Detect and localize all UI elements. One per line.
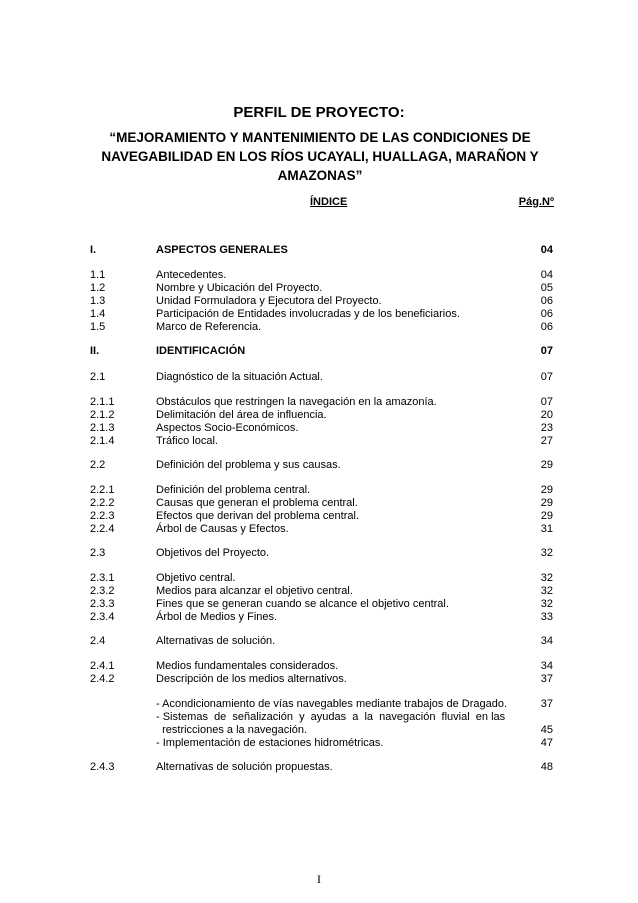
- toc-text: Definición del problema central.: [156, 484, 311, 496]
- toc-text: Causas que generan el problema central.: [156, 497, 358, 509]
- toc-row: [0, 634, 638, 648]
- toc-row: [0, 281, 638, 295]
- toc-row: [0, 584, 638, 598]
- toc-row: [0, 243, 638, 257]
- toc-text: Definición del problema y sus causas.: [156, 459, 341, 471]
- toc-row: [0, 697, 638, 711]
- toc-number: 1.2: [90, 282, 106, 294]
- toc-page: 20: [540, 409, 553, 421]
- toc-row: [0, 458, 638, 472]
- toc-page: 06: [540, 308, 553, 320]
- toc-number: 2.4.2: [90, 673, 115, 685]
- toc-number: 2.2: [90, 459, 106, 471]
- toc-text: Participación de Entidades involucradas y de los beneficiarios.: [156, 308, 460, 320]
- toc-number: 2.3.1: [90, 572, 115, 584]
- toc-number: 2.2.2: [90, 497, 115, 509]
- toc-page: 04: [540, 269, 553, 281]
- toc-page: 45: [540, 724, 553, 736]
- toc-row: [0, 659, 638, 673]
- toc-row: [0, 434, 638, 448]
- toc-text: Descripción de los medios alternativos.: [156, 673, 347, 685]
- toc-number: 2.1: [90, 371, 106, 383]
- toc-text: Efectos que derivan del problema central.: [156, 510, 360, 522]
- toc-page: 34: [540, 660, 553, 672]
- toc-row: [0, 546, 638, 560]
- toc-page: 32: [540, 547, 553, 559]
- toc-text: Alternativas de solución.: [156, 635, 276, 647]
- toc-page: 48: [540, 761, 553, 773]
- toc-row: [0, 760, 638, 774]
- toc-text: Medios para alcanzar el objetivo central.: [156, 585, 353, 597]
- toc-text: Objetivos del Proyecto.: [156, 547, 270, 559]
- toc-page: 33: [540, 611, 553, 623]
- toc-row: [0, 421, 638, 435]
- toc-page: 47: [540, 737, 553, 749]
- toc-page: 07: [540, 345, 553, 357]
- toc-number: 2.2.4: [90, 523, 115, 535]
- toc-number: 2.3.2: [90, 585, 115, 597]
- toc-text: - Implementación de estaciones hidrométricas.: [156, 737, 384, 749]
- toc-page: 23: [540, 422, 553, 434]
- toc-row: [0, 736, 638, 750]
- toc-text: Obstáculos que restringen la navegación en la amazonía.: [156, 396, 437, 408]
- page-footer-number: I: [317, 872, 321, 886]
- toc-number: 1.1: [90, 269, 106, 281]
- page-title: PERFIL DE PROYECTO:: [233, 104, 405, 121]
- toc-text: Nombre y Ubicación del Proyecto.: [156, 282, 323, 294]
- toc-row: [0, 370, 638, 384]
- toc-number: 2.4: [90, 635, 106, 647]
- toc-text: Unidad Formuladora y Ejecutora del Proyecto.: [156, 295, 382, 307]
- toc-row: [0, 320, 638, 334]
- toc-row: [0, 344, 638, 358]
- toc-row: [0, 610, 638, 624]
- toc-text: - Acondicionamiento de vías navegables mediante trabajos de Dragado.: [156, 698, 508, 710]
- toc-page: 07: [540, 371, 553, 383]
- toc-row: [0, 408, 638, 422]
- toc-text: Fines que se generan cuando se alcance el objetivo central.: [156, 598, 449, 610]
- toc-row: [0, 496, 638, 510]
- toc-row: [0, 597, 638, 611]
- toc-page: 34: [540, 635, 553, 647]
- toc-page: 06: [540, 295, 553, 307]
- toc-row: [0, 522, 638, 536]
- toc-number: 2.2.1: [90, 484, 115, 496]
- toc-text: Antecedentes.: [156, 269, 227, 281]
- toc-page: 32: [540, 572, 553, 584]
- toc-number: 2.3.4: [90, 611, 115, 623]
- toc-number: 2.1.3: [90, 422, 115, 434]
- index-heading: ÍNDICE: [310, 196, 348, 208]
- toc-row: [0, 672, 638, 686]
- toc-row: [0, 307, 638, 321]
- toc-row: [0, 268, 638, 282]
- toc-text: Medios fundamentales considerados.: [156, 660, 339, 672]
- toc-number: I.: [90, 244, 97, 256]
- toc-number: 2.3: [90, 547, 106, 559]
- toc-page: 07: [540, 396, 553, 408]
- toc-row: [0, 723, 638, 737]
- toc-number: 2.1.2: [90, 409, 115, 421]
- toc-text: Diagnóstico de la situación Actual.: [156, 371, 323, 383]
- toc-number: 2.3.3: [90, 598, 115, 610]
- toc-number: 2.4.3: [90, 761, 115, 773]
- toc-number: 2.1.1: [90, 396, 115, 408]
- toc-text: Tráfico local.: [156, 435, 218, 447]
- toc-page: 29: [540, 510, 553, 522]
- toc-page: 27: [540, 435, 553, 447]
- toc-text: Árbol de Medios y Fines.: [156, 611, 278, 623]
- toc-page: 06: [540, 321, 553, 333]
- toc-text: Aspectos Socio-Económicos.: [156, 422, 299, 434]
- toc-text: Delimitación del área de influencia.: [156, 409, 327, 421]
- toc-text: Objetivo central.: [156, 572, 236, 584]
- project-title-line-1: “MEJORAMIENTO Y MANTENIMIENTO DE LAS CONDICIONES DE: [109, 130, 531, 145]
- toc-page: 29: [540, 459, 553, 471]
- toc-number: 2.2.3: [90, 510, 115, 522]
- toc-page: 29: [540, 497, 553, 509]
- page-number-heading: Pág.Nº: [518, 196, 554, 208]
- toc-number: II.: [90, 345, 100, 357]
- toc-row: [0, 483, 638, 497]
- toc-text: Marco de Referencia.: [156, 321, 262, 333]
- toc-page: 32: [540, 585, 553, 597]
- project-title-line-2: NAVEGABILIDAD EN LOS RÍOS UCAYALI, HUALLAGA, MARAÑON Y: [101, 149, 539, 164]
- toc-page: 32: [540, 598, 553, 610]
- toc-text: Alternativas de solución propuestas.: [156, 761, 333, 773]
- toc-row: [0, 571, 638, 585]
- toc-row: [0, 710, 638, 724]
- toc-number: 1.4: [90, 308, 106, 320]
- toc-page: 04: [540, 244, 553, 256]
- toc-number: 2.4.1: [90, 660, 115, 672]
- toc-text: - Sistemas de señalización y ayudas a la navegación fluvial en las: [156, 711, 506, 723]
- toc-page: 37: [540, 673, 553, 685]
- project-title-line-3: AMAZONAS”: [277, 168, 363, 183]
- toc-text: Árbol de Causas y Efectos.: [156, 523, 289, 535]
- toc-page: 29: [540, 484, 553, 496]
- toc-page: 37: [540, 698, 553, 710]
- toc-text: ASPECTOS GENERALES: [156, 244, 288, 256]
- toc-number: 1.5: [90, 321, 106, 333]
- toc-page: 31: [540, 523, 553, 535]
- toc-text: IDENTIFICACIÓN: [156, 345, 246, 357]
- toc-row: [0, 294, 638, 308]
- toc-page: 05: [540, 282, 553, 294]
- toc-number: 1.3: [90, 295, 106, 307]
- toc-number: 2.1.4: [90, 435, 115, 447]
- toc-row: [0, 395, 638, 409]
- toc-text: restricciones a la navegación.: [156, 724, 308, 736]
- toc-row: [0, 509, 638, 523]
